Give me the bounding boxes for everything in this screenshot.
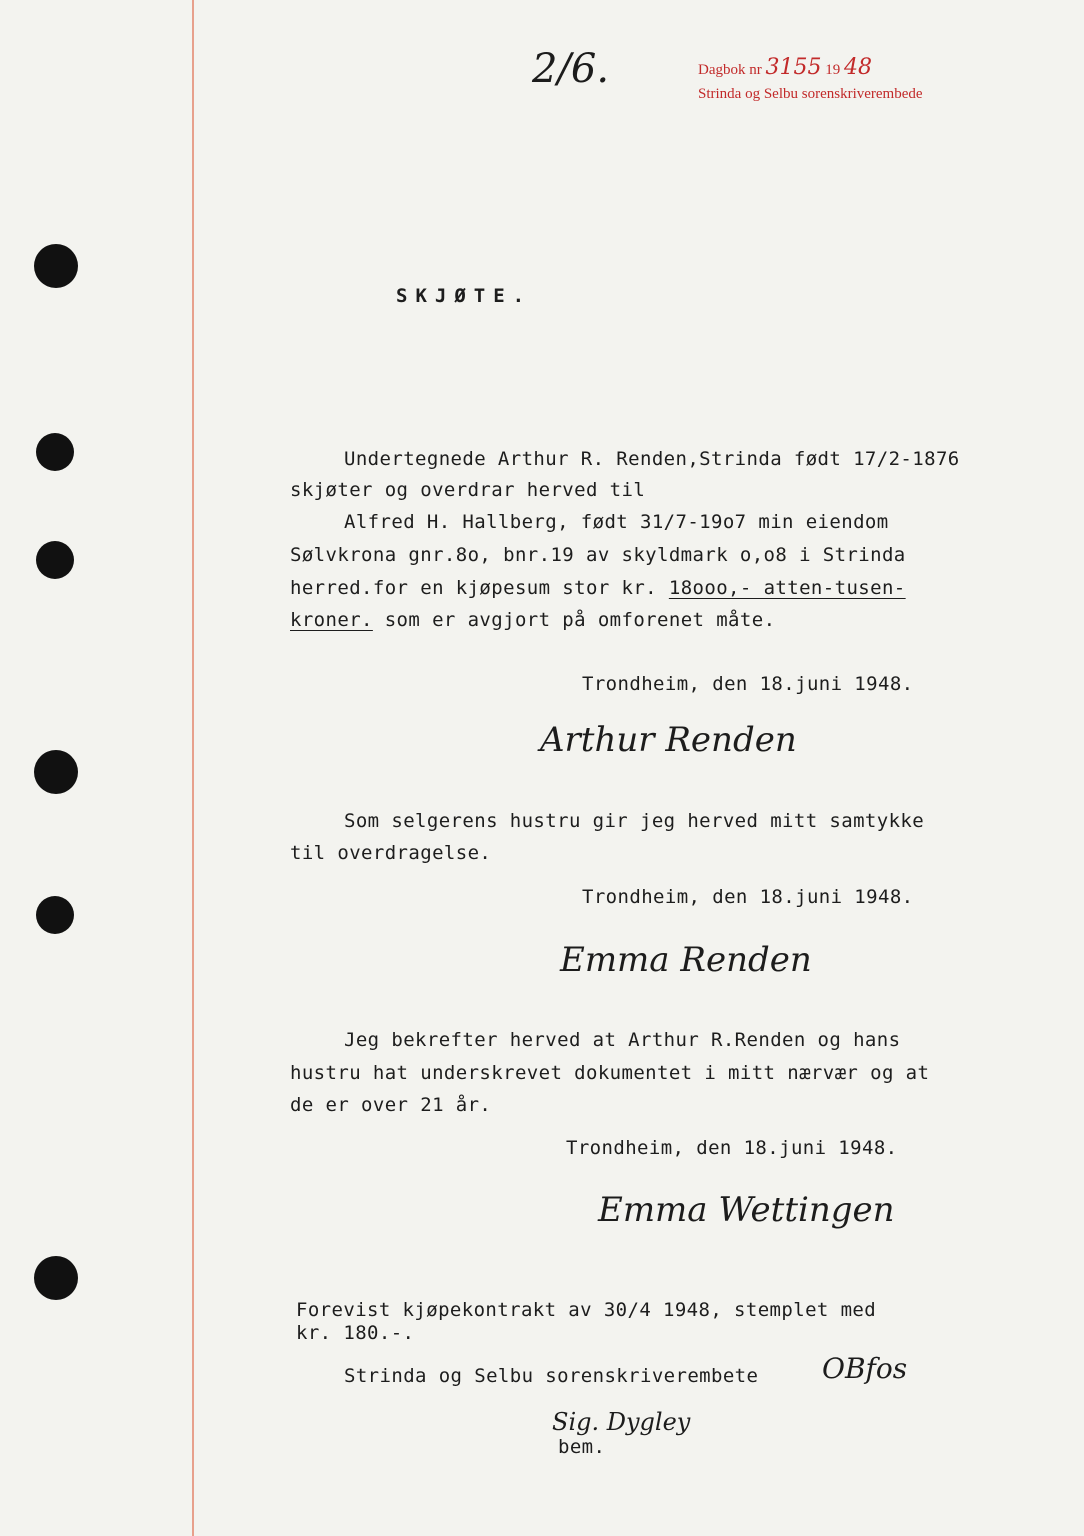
paragraph-3-line-3: de er over 21 år. [290, 1094, 492, 1116]
note-line-2: kr. 180.-. [296, 1322, 415, 1344]
paragraph-1-line-1: Undertegnede Arthur R. Renden,Strinda født 17/2-1876 [344, 448, 960, 470]
margin-line [192, 0, 194, 1536]
paragraph-1-line-3: Alfred H. Hallberg, født 31/7-19o7 min eiendom [344, 511, 889, 533]
price-lead: herred.for en kjøpesum stor kr. [290, 577, 658, 599]
place-date-2: Trondheim, den 18.juni 1948. [582, 886, 914, 908]
stamp-line-2: Strinda og Selbu sorenskriverembede [698, 86, 923, 102]
registry-stamp [698, 56, 923, 106]
paragraph-1-line-6 [290, 609, 775, 631]
note-line-1: Forevist kjøpekontrakt av 30/4 1948, stemplet med [296, 1299, 877, 1321]
stamp-number: 3155 [765, 55, 822, 80]
paragraph-1-line-5 [290, 577, 906, 599]
signature-initials: OBfos [822, 1352, 908, 1385]
punch-hole [34, 244, 78, 288]
paragraph-3-line-1: Jeg bekrefter herved at Arthur R.Renden og hans [344, 1029, 901, 1051]
punch-hole [36, 896, 74, 934]
place-date-3: Trondheim, den 18.juni 1948. [566, 1137, 898, 1159]
signature-seller: Arthur Renden [540, 720, 797, 760]
punch-hole [34, 1256, 78, 1300]
stamp-year-prefix: 19 [825, 62, 841, 78]
signature-wife: Emma Renden [560, 940, 812, 980]
paragraph-1-line-2: skjøter og overdrar herved til [290, 479, 646, 501]
stamp-year: 48 [844, 55, 872, 80]
punch-hole [34, 750, 78, 794]
punch-hole [36, 541, 74, 579]
paragraph-2-line-2: til overdragelse. [290, 842, 492, 864]
place-date-1: Trondheim, den 18.juni 1948. [582, 673, 914, 695]
settlement-text: som er avgjort på omforenet måte. [384, 609, 776, 631]
punch-hole [36, 433, 74, 471]
stamp-line-1 [698, 56, 923, 82]
price-word: kroner. [290, 609, 373, 631]
signature-clerk: Sig. Dygley [552, 1408, 691, 1436]
stamp-label: Dagbok nr [698, 62, 762, 78]
bem-label: bem. [558, 1436, 606, 1458]
handwritten-date: 2/6. [532, 46, 610, 92]
office-name: Strinda og Selbu sorenskriverembete [344, 1365, 759, 1387]
price-amount: 18ooo,- atten-tusen- [668, 577, 906, 599]
signature-witness: Emma Wettingen [598, 1190, 895, 1230]
document-title: SKJØTE. [396, 285, 533, 307]
paragraph-2-line-1: Som selgerens hustru gir jeg herved mitt samtykke [344, 810, 925, 832]
paragraph-1-line-4: Sølvkrona gnr.8o, bnr.19 av skyldmark o,o8 i Strinda [290, 544, 906, 566]
paragraph-3-line-2: hustru hat underskrevet dokumentet i mitt nærvær og at [290, 1062, 930, 1084]
